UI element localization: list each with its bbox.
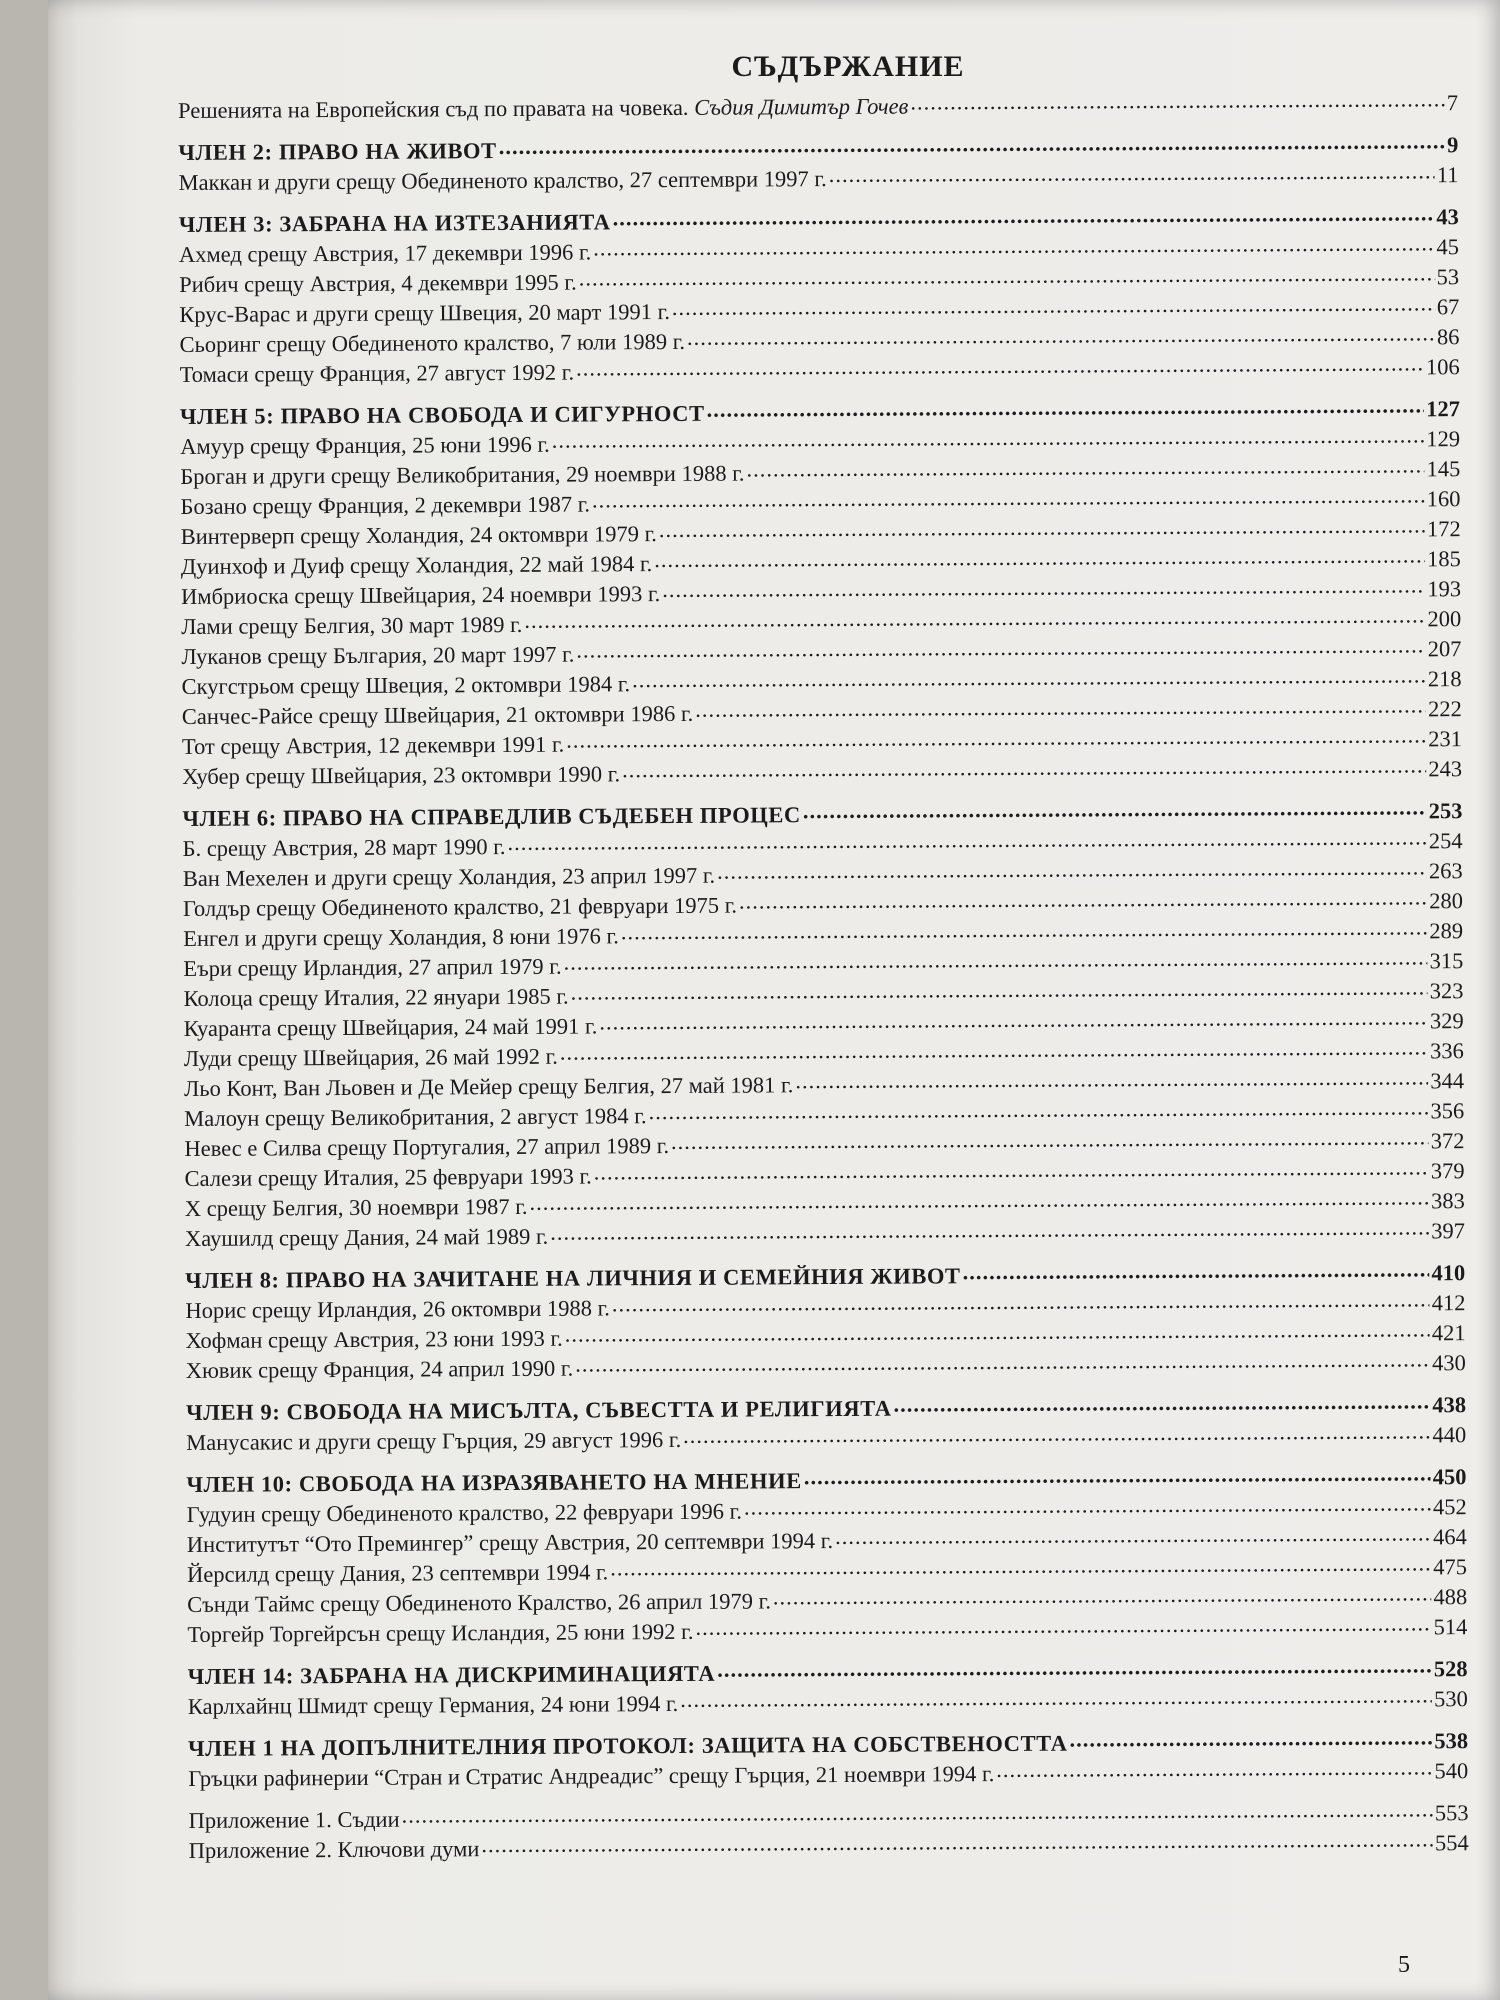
toc-page-number: 528: [1433, 1655, 1468, 1681]
toc-page-number: 514: [1433, 1613, 1468, 1639]
toc-appendix-text: Приложение 2. Ключови думи: [188, 1835, 480, 1863]
toc-section-heading-text: ЧЛЕН 6: ПРАВО НА СПРАВЕДЛИВ СЪДЕБЕН ПРОЦЕС: [182, 801, 801, 831]
dot-leader: [571, 975, 1428, 1003]
toc-page-number: 254: [1428, 827, 1463, 853]
toc-entry-text: Торгейр Торгейрсън срещу Исландия, 25 юни 1992 г.: [187, 1618, 694, 1647]
toc-page-number: 372: [1430, 1127, 1465, 1153]
dot-leader: [576, 351, 1424, 379]
dot-leader: [835, 1521, 1431, 1547]
toc-page-number: 9: [1446, 131, 1459, 157]
toc-entry-text: Колоца срещу Италия, 22 януари 1985 г.: [183, 983, 569, 1011]
dot-leader: [622, 753, 1426, 780]
dot-leader: [717, 855, 1427, 882]
toc-entry-text: Хювик срещу Франция, 24 април 1990 г.: [185, 1355, 574, 1383]
toc-entry-text: Хубер срещу Швейцария, 23 октомври 1990 г.: [182, 760, 621, 789]
toc-entry-text: Ван Мехелен и други срещу Холандия, 23 април 1997 г.: [182, 862, 716, 891]
toc-entry-text: Манусакис и други срещу Гърция, 29 август 1996 г.: [186, 1426, 682, 1455]
dot-leader: [683, 1419, 1430, 1446]
toc-page-number: 553: [1434, 1799, 1469, 1825]
toc-entry-text: Льо Конт, Ван Льовен и Де Мейер срещу Белгия, 27 май 1981 г.: [183, 1071, 794, 1101]
toc-page-number: 530: [1433, 1685, 1468, 1711]
toc-entry-text: Имбриоска срещу Швейцария, 24 ноември 1993 г.: [180, 580, 661, 609]
dot-leader: [507, 825, 1426, 853]
dot-leader: [662, 573, 1425, 600]
toc-entry-text: Дуинхоф и Дуиф срещу Холандия, 22 май 1984 г.: [180, 550, 653, 579]
toc-entry-text: Хофман срещу Австрия, 23 юни 1993 г.: [185, 1325, 563, 1353]
dot-leader: [829, 159, 1435, 185]
table-of-contents: [178, 87, 1469, 1865]
dot-leader: [499, 129, 1445, 157]
dot-leader: [621, 915, 1428, 942]
toc-page-number: 356: [1430, 1097, 1465, 1123]
toc-entry-text: Еъри срещу Ирландия, 27 април 1979 г.: [183, 953, 562, 981]
toc-page-number: 253: [1428, 797, 1463, 823]
toc-page-number: 540: [1434, 1757, 1469, 1783]
toc-entry-text: Б. срещу Австрия, 28 март 1990 г.: [182, 833, 506, 861]
dot-leader: [648, 1095, 1428, 1122]
toc-entry-text: Маккан и други срещу Обединеното кралство, 27 септември 1997 г.: [178, 165, 827, 195]
toc-entry-text: Луди срещу Швейцария, 26 май 1992 г.: [183, 1043, 558, 1071]
dot-leader: [524, 603, 1425, 631]
dot-leader: [795, 1065, 1428, 1091]
dot-leader: [1069, 1725, 1432, 1750]
toc-entry-text: Салези срещу Италия, 25 февруари 1993 г.: [184, 1162, 592, 1191]
toc-page-number: 430: [1431, 1349, 1466, 1375]
dot-leader: [659, 513, 1425, 540]
toc-appendix-text: Приложение 1. Съдии: [188, 1806, 400, 1833]
toc-entry-text: Гудуин срещу Обединеното кралство, 22 февруари 1996 г.: [186, 1498, 743, 1527]
toc-page-number: 106: [1425, 353, 1460, 379]
toc-entry: [182, 753, 1462, 791]
toc-page-number: 129: [1426, 425, 1461, 451]
toc-intro-row: [178, 87, 1458, 125]
dot-leader: [529, 1185, 1429, 1213]
toc-entry-text: Сънди Таймс срещу Обединеното Кралство, 26 април 1979 г.: [187, 1587, 771, 1617]
toc-page-number: 383: [1430, 1187, 1465, 1213]
toc-page-number: 231: [1428, 725, 1463, 751]
toc-page-number: 452: [1432, 1493, 1467, 1519]
toc-entry-text: Куаранта срещу Швейцария, 24 май 1991 г.: [183, 1012, 598, 1041]
dot-leader: [565, 1317, 1430, 1345]
dot-leader: [599, 1005, 1428, 1033]
toc-entry-text: Енгел и други срещу Холандия, 8 юни 1976 г.: [183, 922, 619, 951]
toc-page-number: 127: [1426, 395, 1461, 421]
toc-section-heading-text: ЧЛЕН 9: СВОБОДА НА МИСЪЛТА, СЪВЕСТТА И РЕЛИГИЯТА: [185, 1395, 892, 1425]
toc-page-number: 421: [1431, 1319, 1466, 1345]
toc-entry: [186, 1347, 1466, 1385]
toc-entry: [188, 1683, 1468, 1721]
dot-leader: [687, 321, 1435, 348]
toc-section-heading-text: ЧЛЕН 1 НА ДОПЪЛНИТЕЛНИЯ ПРОТОКОЛ: ЗАЩИТА НА СОБСТВЕНОСТТА: [188, 1730, 1068, 1761]
dot-leader: [746, 453, 1424, 480]
page-number: 5: [1398, 1952, 1410, 1978]
toc-entry-text: Крус-Варас и други срещу Швеция, 20 март 1991 г.: [179, 298, 670, 327]
toc-page-number: 336: [1430, 1037, 1464, 1063]
toc-entry-text: Скугстрьом срещу Швеция, 2 октомври 1984 г.: [181, 670, 631, 699]
toc-entry-text: Сьоринг срещу Обединеното кралство, 7 юли 1989 г.: [179, 328, 686, 357]
toc-page-number: 475: [1433, 1553, 1468, 1579]
toc-section-heading-text: ЧЛЕН 10: СВОБОДА НА ИЗРАЗЯВАНЕТО НА МНЕНИЕ: [186, 1467, 802, 1497]
toc-entry-text: Санчес-Райсе срещу Швейцария, 21 октомври 1986 г.: [181, 700, 694, 729]
dot-leader: [739, 885, 1427, 912]
toc-page-number: 160: [1426, 485, 1461, 511]
toc-page-number: 410: [1431, 1259, 1466, 1285]
toc-entry-text: Луканов срещу България, 20 март 1997 г.: [181, 641, 575, 669]
toc-entry-text: Х срещу Белгия, 30 ноември 1987 г.: [184, 1193, 528, 1221]
toc-page-number: 440: [1432, 1421, 1467, 1447]
dot-leader: [481, 1827, 1433, 1855]
toc-page-number: 450: [1432, 1463, 1467, 1489]
toc-appendix: [189, 1827, 1469, 1865]
dot-leader: [592, 483, 1425, 511]
dot-leader: [963, 1257, 1430, 1282]
dot-leader: [610, 1551, 1431, 1579]
dot-leader: [773, 1581, 1432, 1608]
dot-leader: [695, 1611, 1431, 1638]
toc-page-number: 200: [1427, 605, 1462, 631]
toc-entry-text: Йерсилд срещу Дания, 23 септември 1994 г.: [186, 1558, 609, 1587]
toc-page-number: 538: [1434, 1727, 1469, 1753]
dot-leader: [613, 201, 1435, 229]
toc-entry-text: Лами срещу Белгия, 30 март 1989 г.: [181, 611, 523, 639]
toc-page-number: 289: [1429, 917, 1464, 943]
toc-entry-text: Гръцки рафинерии “Стран и Стратис Андреадис” срещу Гърция, 21 ноември 1994 г.: [188, 1760, 995, 1791]
dot-leader: [566, 723, 1426, 751]
page-title: СЪДЪРЖАНИЕ: [731, 50, 965, 83]
dot-leader: [744, 1491, 1431, 1518]
toc-page-number: 438: [1432, 1391, 1467, 1417]
toc-entry-text: Невес е Силва срещу Португалия, 27 април 1989 г.: [184, 1132, 670, 1161]
toc-entry-text: Ахмед срещу Австрия, 17 декември 1996 г.: [178, 238, 592, 267]
toc-page-number: 7: [1446, 89, 1459, 115]
toc-page-number: 397: [1431, 1217, 1466, 1243]
dot-leader: [576, 633, 1425, 661]
dot-leader: [996, 1755, 1432, 1780]
dot-leader: [550, 1215, 1429, 1243]
toc-page-number: 86: [1436, 323, 1460, 349]
toc-page-number: 412: [1431, 1289, 1466, 1315]
toc-page-number: 185: [1427, 545, 1461, 571]
toc-page-number: 207: [1427, 635, 1462, 661]
toc-entry-text: Голдър срещу Обединеното кралство, 21 февруари 1975 г.: [182, 892, 738, 921]
toc-intro-text: Решенията на Европейския съд по правата на човека. Съдия Димитър Гочев: [178, 93, 909, 123]
toc-section-heading-text: ЧЛЕН 2: ПРАВО НА ЖИВОТ: [178, 137, 497, 165]
toc-appendices: [188, 1797, 1468, 1865]
dot-leader: [594, 1155, 1429, 1183]
toc-entry-text: Норис срещу Ирландия, 26 октомври 1988 г.: [185, 1294, 610, 1323]
toc-sections: [178, 129, 1468, 1793]
dot-leader: [680, 1683, 1432, 1710]
dot-leader: [654, 543, 1425, 570]
toc-entry-text: Малоун срещу Великобритания, 2 август 1984 г.: [184, 1102, 647, 1131]
toc-page-number: 53: [1436, 263, 1460, 289]
toc-entry-text: Томаси срещу Франция, 27 август 1992 г.: [179, 359, 575, 387]
toc-entry: [178, 159, 1458, 197]
toc-entry: [180, 351, 1460, 389]
dot-leader: [575, 1347, 1430, 1375]
dot-leader: [717, 1653, 1432, 1680]
dot-leader: [695, 693, 1426, 720]
toc-entry-text: Тот срещу Австрия, 12 декември 1991 г.: [181, 731, 565, 759]
toc-page-number: 344: [1430, 1067, 1465, 1093]
dot-leader: [671, 1125, 1429, 1152]
toc-entry: [185, 1215, 1465, 1253]
toc-entry: [187, 1611, 1467, 1649]
toc-page-number: 280: [1429, 887, 1464, 913]
toc-entry-text: Рибич срещу Австрия, 4 декември 1995 г.: [179, 269, 577, 297]
dot-leader: [803, 795, 1427, 821]
toc-page-number: 379: [1430, 1157, 1465, 1183]
dot-leader: [632, 663, 1426, 690]
toc-section-heading-text: ЧЛЕН 5: ПРАВО НА СВОБОДА И СИГУРНОСТ: [179, 400, 705, 429]
toc-entry: [188, 1755, 1468, 1793]
toc-section-heading-text: ЧЛЕН 3: ЗАБРАНА НА ИЗТЕЗАНИЯТА: [178, 208, 611, 237]
dot-leader: [593, 231, 1434, 259]
toc-page-number: 45: [1436, 233, 1460, 259]
toc-page-number: 243: [1428, 755, 1463, 781]
toc-page-number: 263: [1428, 857, 1463, 883]
toc-page-number: 464: [1433, 1523, 1467, 1549]
toc-section-heading-text: ЧЛЕН 8: ПРАВО НА ЗАЧИТАНЕ НА ЛИЧНИЯ И СЕМЕЙНИЯ ЖИВОТ: [185, 1262, 961, 1293]
toc-page-number: 329: [1429, 1007, 1464, 1033]
toc-page-number: 172: [1426, 515, 1461, 541]
toc-entry-text: Амуур срещу Франция, 25 юни 1996 г.: [180, 431, 550, 459]
toc-page-number: 193: [1427, 575, 1462, 601]
dot-leader: [563, 945, 1427, 973]
toc-page-number: 218: [1427, 665, 1462, 691]
book-page: [48, 0, 1500, 2000]
toc-page-number: 67: [1436, 293, 1460, 319]
toc-page-number: 43: [1436, 203, 1459, 229]
toc-entry-text: Бозано срещу Франция, 2 декември 1987 г.: [180, 490, 591, 519]
dot-leader: [402, 1797, 1433, 1826]
toc-page-number: 11: [1436, 161, 1459, 187]
dot-leader: [707, 393, 1425, 420]
dot-leader: [804, 1461, 1431, 1487]
dot-leader: [560, 1035, 1428, 1063]
toc-page-number: 315: [1429, 947, 1464, 973]
toc-page-number: 323: [1429, 977, 1464, 1003]
toc-entry-text: Винтерверп срещу Холандия, 24 октомври 1979 г.: [180, 520, 657, 549]
toc-entry-text: Институтът “Ото Премингер” срещу Австрия, 20 септември 1994 г.: [186, 1527, 834, 1557]
dot-leader: [893, 1389, 1430, 1415]
toc-page-number: 488: [1433, 1583, 1468, 1609]
toc-page-number: 145: [1426, 455, 1461, 481]
toc-page-number: 554: [1434, 1829, 1469, 1855]
dot-leader: [579, 261, 1435, 289]
toc-entry-text: Броган и други срещу Великобритания, 29 ноември 1988 г.: [180, 460, 745, 489]
dot-leader: [672, 291, 1435, 318]
toc-page-number: 222: [1427, 695, 1462, 721]
dot-leader: [552, 423, 1425, 451]
toc-entry-text: Карлхайнц Шмидт срещу Германия, 24 юни 1994 г.: [187, 1690, 679, 1719]
dot-leader: [910, 87, 1445, 113]
toc-entry: [186, 1419, 1466, 1457]
toc-section-heading-text: ЧЛЕН 14: ЗАБРАНА НА ДИСКРИМИНАЦИЯТА: [187, 1660, 716, 1689]
dot-leader: [612, 1287, 1430, 1314]
toc-entry-text: Хаушилд срещу Дания, 24 май 1989 г.: [184, 1223, 549, 1251]
